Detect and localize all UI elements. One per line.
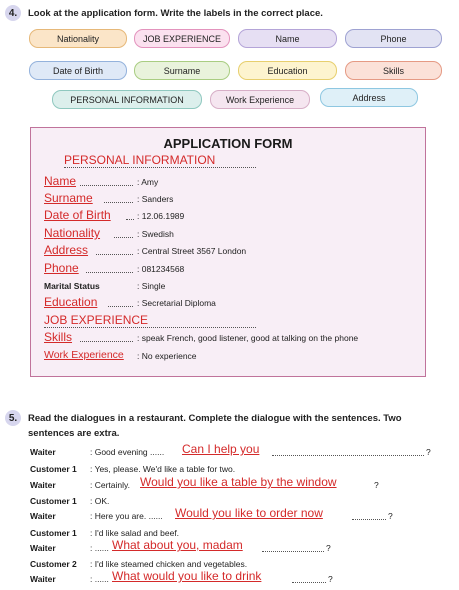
dialogue-text: : Certainly. — [90, 480, 130, 490]
dialogue-text: : ...... — [90, 543, 109, 553]
dialogue-answer: Would you like a table by the window — [140, 475, 337, 489]
dialogue-text: : Yes, please. We'd like a table for two. — [90, 464, 236, 474]
work-experience-value: : No experience — [137, 351, 197, 361]
dialogue-question-mark: ? — [374, 480, 379, 490]
label-date-of-birth: Date of Birth — [29, 61, 127, 80]
dialogue-text: : I'd like steamed chicken and vegetables. — [90, 559, 248, 569]
handwritten-date-of-birth: Date of Birth — [44, 208, 111, 222]
dialogue-speaker: Waiter — [30, 480, 56, 490]
label-skills: Skills — [345, 61, 442, 80]
label-job-experience: JOB EXPERIENCE — [134, 29, 230, 48]
dialogue-question-mark: ? — [388, 511, 393, 521]
label-surname: Surname — [134, 61, 230, 80]
dialogue-text: : ...... — [90, 574, 109, 584]
dialogue-speaker: Waiter — [30, 543, 56, 553]
form-row-skills — [44, 330, 424, 347]
form-row-nationality — [44, 226, 424, 243]
address-value: : Central Street 3567 London — [137, 246, 247, 256]
name-value: : Amy — [137, 177, 159, 187]
form-row-education — [44, 295, 424, 312]
dialogue-line — [30, 475, 440, 494]
exercise-5-instruction-line2: sentences are extra. — [28, 428, 120, 439]
form-row-phone — [44, 261, 424, 278]
label-name: Name — [238, 29, 337, 48]
education-value: : Secretarial Diploma — [137, 298, 216, 308]
dialogue-line — [30, 442, 440, 461]
dialogue-text: : Good evening ...... — [90, 447, 165, 457]
dialogue-answer: What about you, madam — [112, 538, 243, 552]
dialogue-speaker: Customer 1 — [30, 464, 77, 474]
handwritten-skills: Skills — [44, 330, 73, 344]
dialogue-text: : I'd like salad and beef. — [90, 528, 180, 538]
dialogue-speaker: Customer 1 — [30, 528, 77, 538]
dialogue-text: : OK. — [90, 496, 110, 506]
marital-status-label: Marital Status — [44, 281, 100, 291]
handwritten-surname: Surname — [44, 191, 93, 205]
label-phone: Phone — [345, 29, 442, 48]
label-work-experience: Work Experience — [210, 90, 310, 109]
dialogue-answer: What would you like to drink — [112, 569, 262, 583]
handwritten-work-experience: Work Experience — [44, 349, 124, 361]
phone-value: : 081234568 — [137, 264, 185, 274]
surname-value: : Sanders — [137, 194, 174, 204]
handwritten-job-experience: JOB EXPERIENCE — [44, 313, 149, 327]
exercise-4-instruction: Look at the application form. Write the labels in the correct place. — [28, 8, 323, 19]
form-row-name — [44, 174, 424, 191]
handwritten-personal-information: PERSONAL INFORMATION — [64, 153, 216, 167]
dialogue-speaker: Waiter — [30, 447, 56, 457]
dialogue-answer: Would you like to order now — [175, 506, 323, 520]
label-education: Education — [238, 61, 337, 80]
label-address: Address — [320, 88, 418, 107]
handwritten-education: Education — [44, 295, 98, 309]
dialogue-speaker: Waiter — [30, 511, 56, 521]
dialogue-question-mark: ? — [328, 574, 333, 584]
dialogue-question-mark: ? — [426, 447, 431, 457]
form-title: APPLICATION FORM — [163, 136, 293, 151]
dialogue-answer: Can I help you — [182, 442, 260, 456]
handwritten-phone: Phone — [44, 261, 79, 275]
exercise-5-number: 5. — [5, 410, 21, 426]
dialogue-line — [30, 506, 440, 525]
marital-status-value: : Single — [137, 281, 166, 291]
label-personal-information: PERSONAL INFORMATION — [52, 90, 202, 109]
dialogue-line — [30, 569, 440, 588]
label-nationality: Nationality — [29, 29, 127, 48]
handwritten-address: Address — [44, 243, 89, 257]
form-row-address — [44, 243, 424, 260]
dialogue-line — [30, 538, 440, 557]
exercise-4-number: 4. — [5, 5, 21, 21]
handwritten-name: Name — [44, 174, 77, 188]
dialogue-speaker: Waiter — [30, 574, 56, 584]
skills-value: : speak French, good listener, good at talking on the phone — [137, 333, 359, 343]
form-row-work-experience — [44, 348, 424, 365]
exercise-5-instruction-line1: Read the dialogues in a restaurant. Complete the dialogue with the sentences. Two — [28, 413, 402, 424]
dialogue-speaker: Customer 2 — [30, 559, 77, 569]
nationality-value: : Swedish — [137, 229, 174, 239]
dialogue-speaker: Customer 1 — [30, 496, 77, 506]
form-section-personal — [44, 153, 264, 170]
handwritten-nationality: Nationality — [44, 226, 101, 240]
form-row-dob — [44, 208, 424, 225]
form-row-surname — [44, 191, 424, 208]
form-section-job — [44, 313, 424, 330]
dialogue-text: : Here you are. ...... — [90, 511, 163, 521]
dialogue-question-mark: ? — [326, 543, 331, 553]
dob-value: : 12.06.1989 — [137, 211, 185, 221]
form-row-marital-status — [44, 278, 424, 295]
